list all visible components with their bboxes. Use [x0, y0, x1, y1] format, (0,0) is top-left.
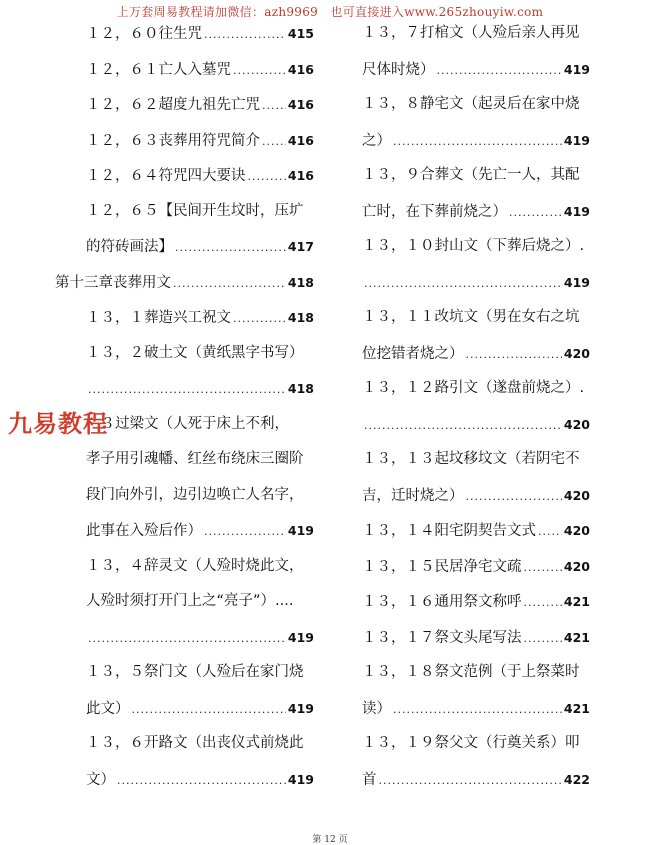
toc-line [86, 762, 314, 798]
toc-line [362, 300, 590, 336]
toc-page-number: 419 [287, 629, 314, 645]
toc-entry-title: １３，１５民居净宅文疏 [362, 558, 522, 575]
toc-leader-dots [233, 53, 286, 89]
toc-page-number: 418 [287, 310, 314, 325]
toc-leader-dots [364, 408, 562, 444]
toc-entry-title: １３，９合葬文（先亡一人，其配 [362, 167, 580, 183]
toc-line [362, 762, 590, 798]
toc-page-number: 420 [563, 558, 590, 574]
toc-page-number: 420 [563, 523, 590, 538]
toc-line [86, 300, 314, 336]
toc-right-column [362, 16, 590, 797]
toc-leader-dots [393, 124, 562, 160]
toc-entry-title: １２，６５【民间开生坟时，压圹 [86, 202, 304, 219]
toc-entry-title: 之） [362, 132, 391, 149]
toc-page-number: 419 [563, 274, 590, 290]
toc-entry-title: 第十三章丧葬用文 [55, 274, 171, 291]
toc-entry-title: 人殓时须打开门上之“亮子”）.... [86, 593, 294, 609]
toc-line [86, 371, 314, 407]
toc-page-number: 419 [563, 61, 590, 77]
toc-entry-title: １３，１８祭文范例（于上祭菜时 [362, 664, 580, 680]
toc-line [86, 442, 314, 478]
toc-page-number: 422 [563, 771, 590, 787]
toc-leader-dots [524, 550, 562, 586]
toc-leader-dots [204, 514, 286, 550]
toc-line [86, 194, 314, 230]
toc-entry-title: 位挖错者烧之） [362, 345, 464, 362]
toc-line [86, 691, 314, 727]
toc-line [86, 584, 314, 620]
toc-entry-title: １３，１６通用祭文称呼 [362, 594, 522, 610]
toc-line [362, 655, 590, 691]
toc-entry-title: 读） [362, 700, 391, 717]
toc-leader-dots [379, 763, 562, 799]
page-footer: 第 12 页 [312, 835, 348, 845]
toc-line [362, 691, 590, 727]
toc-entry-title: １３，１３起坟移坟文（若阴宅不 [362, 451, 580, 467]
toc-page-number: 417 [287, 239, 314, 254]
toc-leader-dots [262, 124, 286, 160]
toc-page-number: 420 [563, 345, 590, 361]
toc-page-number: 421 [563, 700, 590, 716]
toc-entry-title: 亡时，在下葬前烧之） [362, 203, 507, 220]
toc-leader-dots [233, 301, 286, 337]
toc-line [362, 620, 590, 656]
toc-entry-title: １２，６１亡人入墓咒 [86, 61, 231, 78]
toc-entry-title: １３，１９祭父文（行奠关系）叩 [362, 735, 580, 751]
toc-leader-dots [393, 692, 562, 728]
watermark-header: 上万套周易教程请加微信：azh9969 也可直接进入www.265zhouyiw.com [116, 5, 544, 19]
toc-entry-title: 段门向外引，边引边唤亡人名字， [86, 486, 304, 503]
toc-entry-title: １３，４辞灵文（人殓时烧此文， [86, 557, 304, 574]
toc-line [362, 549, 590, 585]
toc-leader-dots [132, 692, 286, 728]
toc-line [362, 371, 590, 407]
toc-entry-title: ，３过梁文（人死于床上不利， [86, 415, 289, 432]
toc-page-number: 419 [287, 700, 314, 716]
toc-line [362, 87, 590, 123]
toc-line [86, 16, 314, 52]
toc-entry-title: １３，６开路文（出丧仪式前烧此 [86, 735, 304, 751]
toc-line [86, 158, 314, 194]
toc-line [362, 584, 590, 620]
toc-leader-dots [466, 479, 562, 515]
toc-leader-dots [175, 230, 286, 266]
toc-leader-dots [117, 763, 286, 799]
toc-entry-title: １３，１７祭文头尾写法 [362, 629, 522, 646]
toc-entry-title: 此事在入殓后作） [86, 523, 202, 539]
toc-entry-title: １３，１０封山文（下葬后烧之）. [362, 238, 585, 254]
toc-entry-title: 文） [86, 771, 115, 788]
toc-entry-title: 孝子用引魂幡、红丝布绕床三圈阶 [86, 451, 304, 467]
toc-line [86, 336, 314, 372]
toc-leader-dots [437, 53, 562, 89]
toc-page-number: 419 [287, 523, 314, 538]
toc-line [362, 194, 590, 230]
toc-page-number: 415 [287, 26, 314, 41]
toc-page-number: 419 [563, 132, 590, 148]
toc-leader-dots [173, 266, 286, 302]
toc-line [362, 478, 590, 514]
toc-entry-title: １３，１２路引文（遂盘前烧之）. [362, 380, 585, 396]
toc-entry-title: １３，２破土文（黄纸黑字书写） [86, 344, 304, 361]
toc-leader-dots [466, 337, 562, 373]
toc-entry-title: １３，８静宅文（起灵后在家中烧 [362, 96, 580, 112]
toc-leader-dots [524, 621, 562, 657]
toc-page-number: 421 [563, 629, 590, 645]
toc-leader-dots [262, 88, 286, 124]
toc-line [362, 513, 590, 549]
toc-entry-title: １３，１１改坑文（男在女右之坑 [362, 309, 580, 325]
toc-leader-dots [204, 17, 286, 53]
toc-entry-title: 此文） [86, 700, 130, 717]
toc-entry-title: 首 [362, 771, 377, 788]
toc-line [362, 229, 590, 265]
toc-entry-title: １３，７打棺文（人殓后亲人再见 [362, 25, 580, 41]
toc-page-number: 420 [563, 487, 590, 503]
toc-entry-title: 吉，迁时烧之） [362, 487, 464, 504]
toc-entry-title: １３，５祭门文（人殓后在家门烧 [86, 664, 304, 680]
toc-page-number: 419 [563, 203, 590, 219]
toc-leader-dots [524, 585, 562, 621]
toc-leader-dots [88, 372, 286, 408]
toc-entry-title: １２，６０往生咒 [86, 26, 202, 42]
toc-line [86, 549, 314, 585]
toc-line [86, 229, 314, 265]
toc-page-number: 419 [287, 771, 314, 787]
toc-leader-dots [88, 621, 286, 657]
toc-line [86, 513, 314, 549]
toc-leader-dots [364, 266, 562, 302]
toc-line [86, 655, 314, 691]
toc-page-number: 416 [287, 61, 314, 77]
toc-page-number: 421 [563, 594, 590, 609]
toc-line [86, 407, 314, 443]
toc-entry-title: 尺体时烧） [362, 61, 435, 78]
toc-line [362, 265, 590, 301]
toc-line [362, 442, 590, 478]
toc-leader-dots [538, 514, 562, 550]
toc-line [362, 336, 590, 372]
toc-leader-dots [248, 159, 286, 195]
toc-line [86, 87, 314, 123]
toc-chapter-heading [55, 265, 314, 301]
toc-entry-title: １２，６３丧葬用符咒简介 [86, 132, 260, 149]
toc-line [86, 478, 314, 514]
toc-line [362, 407, 590, 443]
toc-page-number: 418 [287, 274, 314, 290]
toc-line [86, 620, 314, 656]
toc-entry-title: １３，１葬造兴工祝文 [86, 310, 231, 326]
toc-line [362, 123, 590, 159]
toc-entry-title: １２，６２超度九祖先亡咒 [86, 97, 260, 113]
toc-entry-title: １２，６４符咒四大要诀 [86, 168, 246, 184]
toc-page-number: 416 [287, 168, 314, 183]
toc-page-number: 416 [287, 132, 314, 148]
watermark-stamp: 九易教程 [8, 410, 108, 438]
toc-line [362, 16, 590, 52]
toc-entry-title: １３，１４阳宅阴契告文式 [362, 523, 536, 539]
toc-line [362, 52, 590, 88]
toc-line [362, 158, 590, 194]
toc-page-number: 418 [287, 381, 314, 396]
toc-line [86, 123, 314, 159]
toc-leader-dots [509, 195, 562, 231]
toc-line [86, 52, 314, 88]
toc-entry-title: 的符砖画法】 [86, 239, 173, 255]
toc-page-number: 416 [287, 97, 314, 112]
toc-page-number: 420 [563, 416, 590, 432]
toc-line [86, 726, 314, 762]
toc-line [362, 726, 590, 762]
